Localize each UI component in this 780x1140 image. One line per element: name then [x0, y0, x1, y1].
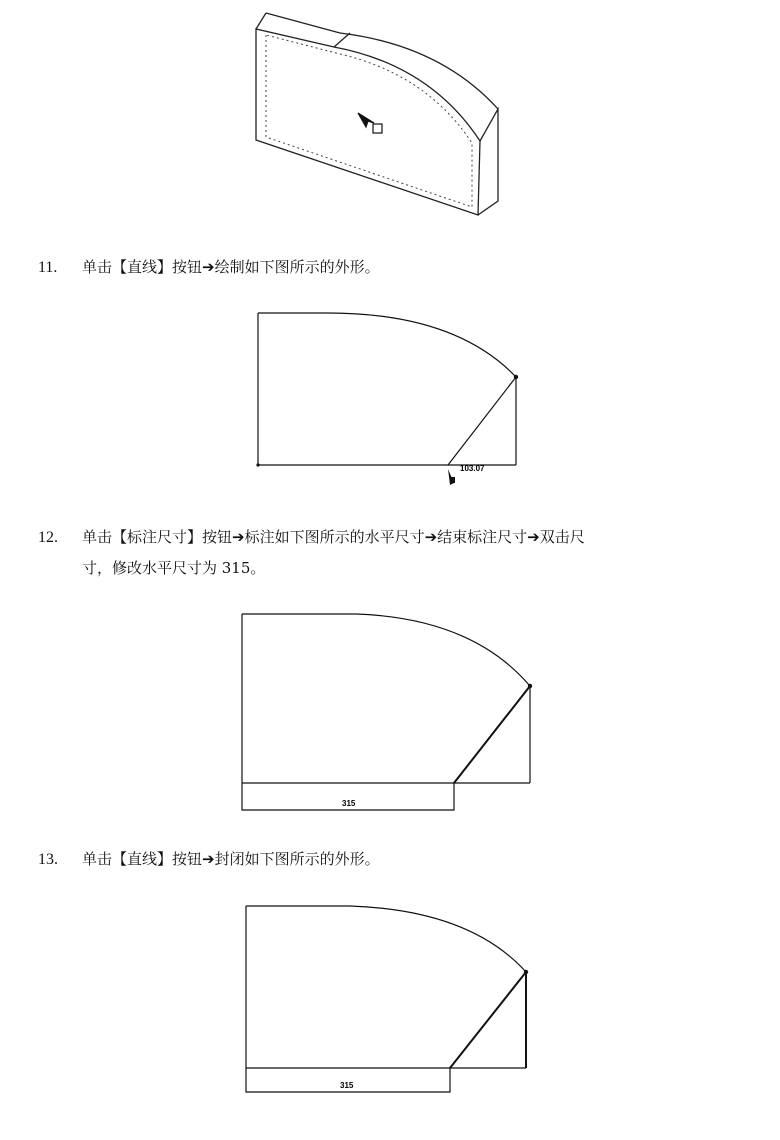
sketch-arc: [350, 906, 526, 972]
part-back-arc: [340, 33, 498, 109]
step-text: 单击【直线】按钮➔封闭如下图所示的外形。: [82, 850, 380, 868]
sketch-diagonal-line: [454, 686, 530, 783]
step-11: [38, 252, 768, 283]
sketch-diagonal-line: [448, 377, 516, 465]
part-back-top-edge: [266, 13, 340, 33]
step-12: [38, 522, 768, 583]
dimension-readout: 103.07: [460, 464, 485, 473]
step-13: [38, 844, 768, 875]
dimension-value: 315: [340, 1081, 354, 1090]
sketch-cursor-icon: [358, 113, 382, 133]
dimension-value: 315: [342, 799, 356, 808]
sketch-arc: [328, 313, 516, 377]
step-number: 12.: [38, 529, 58, 546]
dimension-figure: [236, 608, 542, 818]
part-top-left-edge: [256, 13, 266, 29]
sketch-diagonal-line: [450, 972, 526, 1068]
step-text: 单击【直线】按钮➔绘制如下图所示的外形。: [82, 258, 380, 276]
extruded-part-figure: [240, 5, 520, 225]
sketch-line-figure: [250, 305, 530, 495]
part-right-side: [478, 109, 498, 215]
step-number: 13.: [38, 851, 58, 868]
step-text: 单击【标注尺寸】按钮➔标注如下图所示的水平尺寸➔结束标注尺寸➔双击尺: [82, 528, 585, 546]
pencil-cursor-icon: [448, 469, 455, 485]
step-text-continued: 寸，修改水平尺寸为 315。: [82, 559, 266, 577]
sketch-arc: [356, 614, 530, 686]
part-top-seam: [334, 33, 350, 47]
closed-outline-figure: [240, 900, 540, 1100]
step-number: 11.: [38, 259, 58, 276]
